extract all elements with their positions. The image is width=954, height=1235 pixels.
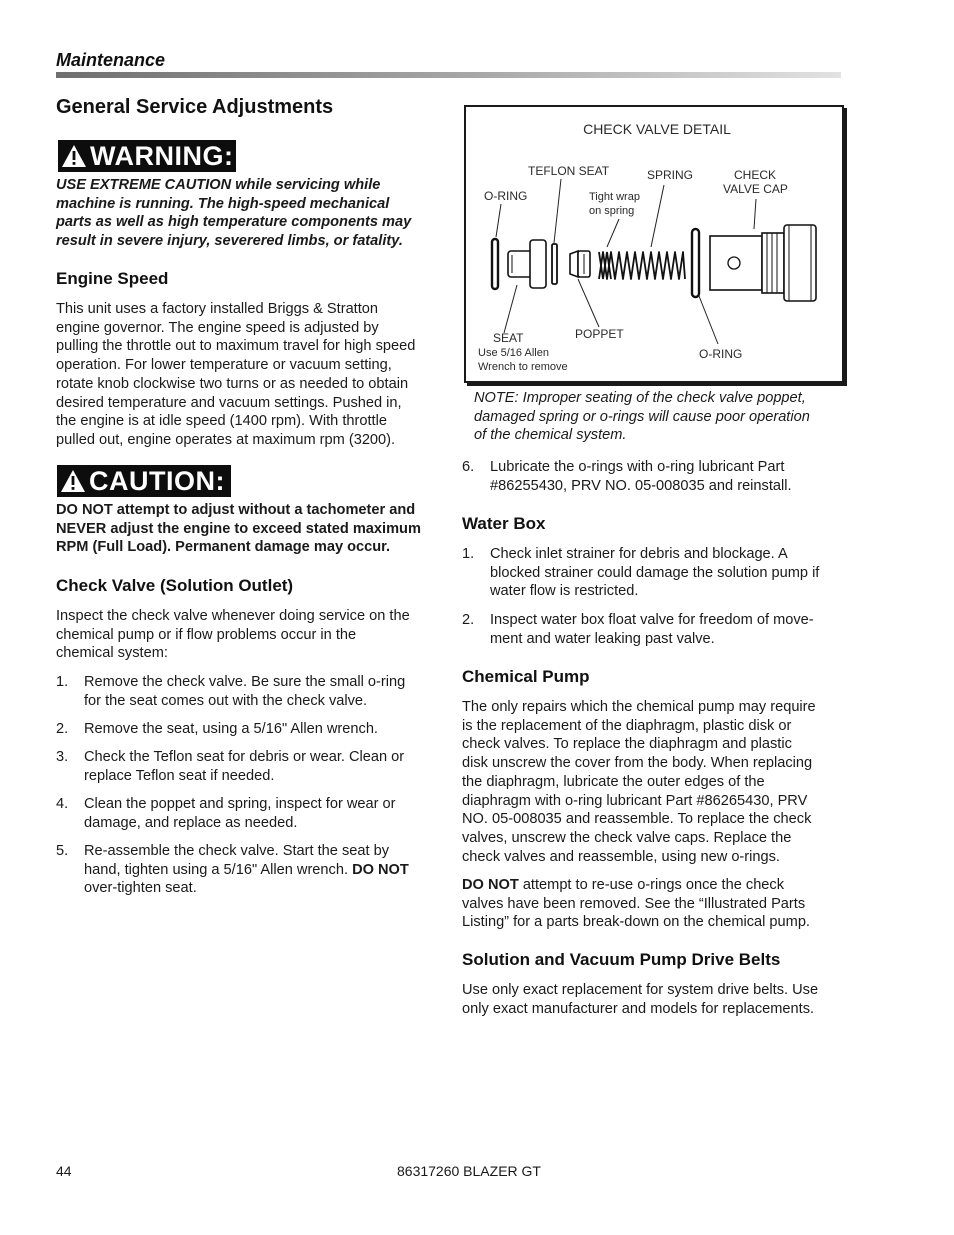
- list-item: 5. Re-assemble the check valve. Start the seat by hand, tighten using a 5/16" Allen wrench. DO NOT over-tighten seat.: [56, 843, 409, 897]
- label-seat: SEAT: [493, 331, 524, 345]
- list-item: 1. Check inlet strainer for debris and blockage. A blocked strainer could damage the solution pump if water flow is restricted.: [462, 546, 820, 600]
- caution-label: CAUTION:: [89, 465, 225, 496]
- label-check-cap-2: VALVE CAP: [723, 182, 788, 196]
- section-title: Maintenance: [56, 50, 166, 70]
- list-item: 1. Remove the check valve. Be sure the small o-ring for the seat comes out with the check valve.: [56, 674, 406, 709]
- spring-part: [599, 252, 685, 279]
- check-valve-cap-part: [710, 225, 816, 301]
- list-item: 6. Lubricate the o-rings with o-ring lubricant Part #86255430, PRV NO. 05-008035 and reinstall.: [462, 459, 792, 494]
- page-title: General Service Adjustments: [56, 96, 334, 118]
- label-spring: SPRING: [647, 168, 694, 182]
- teflon-seat-part: [552, 244, 557, 284]
- section-rule: [56, 72, 841, 78]
- list-item: 4. Clean the poppet and spring, inspect for wear or damage, and replace as needed.: [56, 796, 396, 831]
- label-tight-wrap-1: Tight wrap: [589, 191, 640, 203]
- check-valve-heading: Check Valve (Solution Outlet): [56, 576, 294, 595]
- list-item: 2. Remove the seat, using a 5/16" Allen wrench.: [56, 721, 378, 737]
- label-poppet: POPPET: [575, 327, 624, 341]
- chemical-pump-oring-note: DO NOT attempt to re-use o-rings once the check valves have been removed. See the “Illustrated Parts Listing” for a parts break-down on the chemical pump.: [462, 877, 810, 931]
- poppet-part: [570, 251, 590, 277]
- document-id: 86317260 BLAZER GT: [397, 1163, 541, 1179]
- chemical-pump-text: The only repairs which the chemical pump may require is the replacement of the diaphragm, plastic disk or check valves. To replace the diaphragm and plastic disk unscrew the cover from the body. When replacing the diaphragm, lubricate the outer edges of the diaphragm with o-ring lubricant Part #86265430, PRV NO. 05-008035 and reassemble. To replace the check valves, unscrew the check valve caps. Replace the check valves and reassemble, using new o-rings.: [462, 699, 816, 865]
- warning-triangle-icon: [61, 144, 87, 168]
- drive-belts-heading: Solution and Vacuum Pump Drive Belts: [462, 950, 781, 969]
- drive-belts-text: Use only exact replacement for system drive belts. Use only exact manufacturer and models for replacements.: [462, 982, 819, 1017]
- label-seat-note-2: Wrench to remove: [478, 361, 568, 373]
- label-oring-top: O-RING: [484, 189, 528, 203]
- warning-text: USE EXTREME CAUTION while servicing while machine is running. The high-speed mechanical parts as well as high temperature components may result in severe injury, severered limbs, or fatality.: [56, 177, 412, 250]
- label-teflon-seat: TEFLON SEAT: [528, 164, 610, 178]
- seat-oring: [492, 239, 498, 289]
- warning-label: WARNING:: [90, 140, 234, 171]
- label-oring-bottom: O-RING: [699, 347, 743, 361]
- label-tight-wrap-2: on spring: [589, 205, 635, 217]
- check-valve-diagram: [464, 105, 844, 383]
- chemical-pump-heading: Chemical Pump: [462, 667, 590, 686]
- seat-part: [508, 240, 546, 288]
- label-seat-note-1: Use 5/16 Allen: [478, 347, 549, 359]
- list-item: 2. Inspect water box float valve for freedom of move- ment and water leaking past valve.: [462, 612, 814, 647]
- caution-banner: [57, 465, 231, 497]
- caution-text: DO NOT attempt to adjust without a tachometer and NEVER adjust the engine to exceed stated maximum RPM (Full Load). Permanent damage may occur.: [56, 502, 421, 556]
- warning-banner: [58, 140, 236, 172]
- diagram-title: CHECK VALVE DETAIL: [583, 121, 731, 137]
- water-box-heading: Water Box: [462, 514, 546, 533]
- check-valve-illustration: [466, 107, 842, 381]
- engine-speed-text: This unit uses a factory installed Briggs & Stratton engine governor. The engine speed is adjusted by pulling the throttle out to maximum travel for high speed operation. For lower temperature or vacuum setting, rotate knob clockwise two turns or as needed to obtain desired temperature and vacuum settings. Pushed in, the engine is at idle speed (1400 rpm). With throttle pulled out, engine operates at maximum rpm (3200).: [56, 301, 416, 448]
- list-item: 3. Check the Teflon seat for debris or wear. Clean or replace Teflon seat if needed.: [56, 749, 405, 784]
- engine-speed-heading: Engine Speed: [56, 269, 169, 288]
- page-number: 44: [56, 1163, 72, 1179]
- cap-oring: [692, 229, 699, 297]
- check-valve-intro: Inspect the check valve whenever doing service on the chemical pump or if flow problems occur in the chemical system:: [56, 608, 410, 662]
- diagram-note: NOTE: Improper seating of the check valve poppet, damaged spring or o-rings will cause poor operation of the chemical system.: [474, 390, 810, 444]
- label-check-cap-1: CHECK: [734, 168, 777, 182]
- caution-triangle-icon: [60, 469, 86, 493]
